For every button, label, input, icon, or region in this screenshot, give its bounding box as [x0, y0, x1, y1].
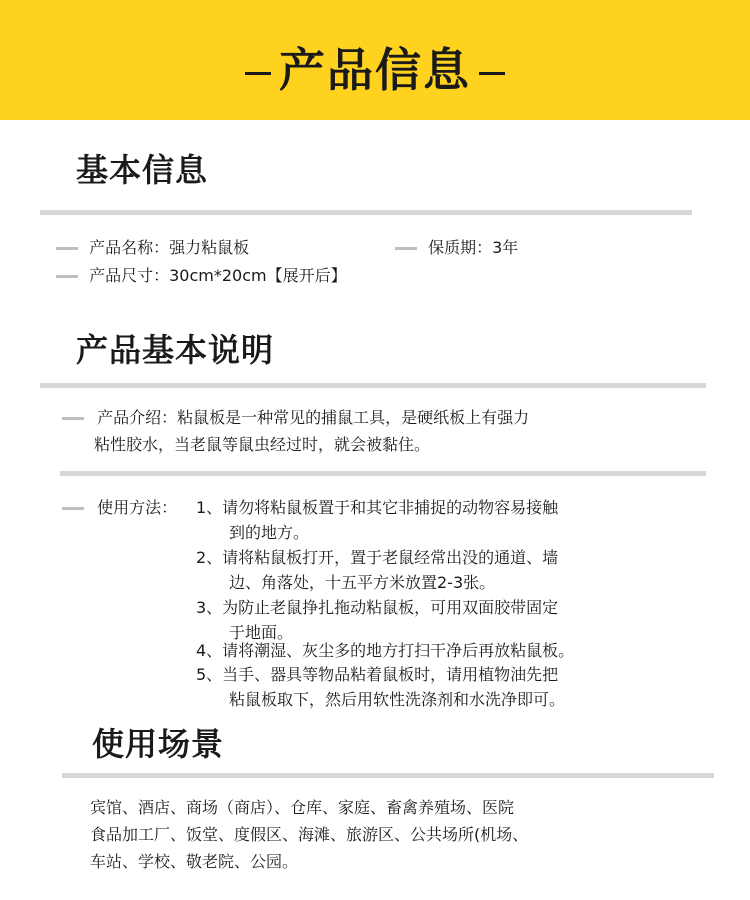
section-divider	[40, 210, 692, 215]
scenes-line: 车站、学校、敬老院、公园。	[90, 852, 299, 871]
dash-decoration	[62, 417, 84, 420]
intro-label: 产品介绍：	[97, 408, 178, 427]
shelf-life-value: 3年	[492, 238, 519, 257]
usage-step-line: 5、当手、器具等物品粘着鼠板时，请用植物油先把	[196, 665, 559, 684]
usage-step-line: 粘鼠板取下，然后用软性洗涤剂和水洗净即可。	[229, 690, 566, 709]
product-name-row	[56, 236, 249, 260]
scenes-line: 食品加工厂、饭堂、度假区、海滩、旅游区、公共场所(机场、	[90, 825, 529, 844]
usage-step-line: 4、请将潮湿、灰尘多的地方打扫干净后再放粘鼠板。	[196, 641, 575, 660]
usage-step-line: 边、角落处，十五平方米放置2-3张。	[229, 573, 496, 592]
banner-title	[0, 40, 750, 100]
product-size-label: 产品尺寸：	[89, 266, 170, 285]
scenes-line: 宾馆、酒店、商场（商店）、仓库、家庭、畜禽养殖场、医院	[90, 798, 515, 817]
usage-row	[62, 496, 177, 520]
description-heading: 产品基本说明	[76, 331, 275, 369]
usage-step-line: 到的地方。	[229, 523, 310, 542]
usage-step-line: 1、请勿将粘鼠板置于和其它非捕捉的动物容易接触	[196, 498, 559, 517]
scenes-heading: 使用场景	[92, 725, 225, 763]
usage-step-line: 2、请将粘鼠板打开，置于老鼠经常出没的通道、墙	[196, 548, 559, 567]
dash-decoration	[479, 72, 505, 75]
product-size-value: 30cm*20cm【展开后】	[169, 266, 347, 285]
dash-decoration	[56, 275, 78, 278]
banner-title-text: 产品信息	[279, 43, 471, 97]
title-banner	[0, 0, 750, 120]
usage-step-line: 3、为防止老鼠挣扎拖动粘鼠板，可用双面胶带固定	[196, 598, 559, 617]
intro-row	[62, 406, 529, 430]
section-divider	[62, 773, 714, 778]
basic-info-heading: 基本信息	[76, 151, 209, 189]
intro-line: 粘性胶水，当老鼠等鼠虫经过时，就会被黏住。	[94, 435, 431, 454]
dash-decoration	[56, 247, 78, 250]
usage-label: 使用方法：	[97, 498, 178, 517]
dash-decoration	[62, 507, 84, 510]
product-name-value: 强力粘鼠板	[169, 238, 250, 257]
section-divider	[40, 383, 706, 388]
usage-step-line: 于地面。	[229, 623, 294, 642]
shelf-life-label: 保质期：	[428, 238, 493, 257]
product-name-label: 产品名称：	[89, 238, 170, 257]
product-size-row	[56, 264, 347, 288]
section-divider	[60, 471, 706, 476]
dash-decoration	[395, 247, 417, 250]
shelf-life-row	[395, 236, 518, 260]
intro-line: 粘鼠板是一种常见的捕鼠工具，是硬纸板上有强力	[177, 408, 530, 427]
dash-decoration	[245, 72, 271, 75]
